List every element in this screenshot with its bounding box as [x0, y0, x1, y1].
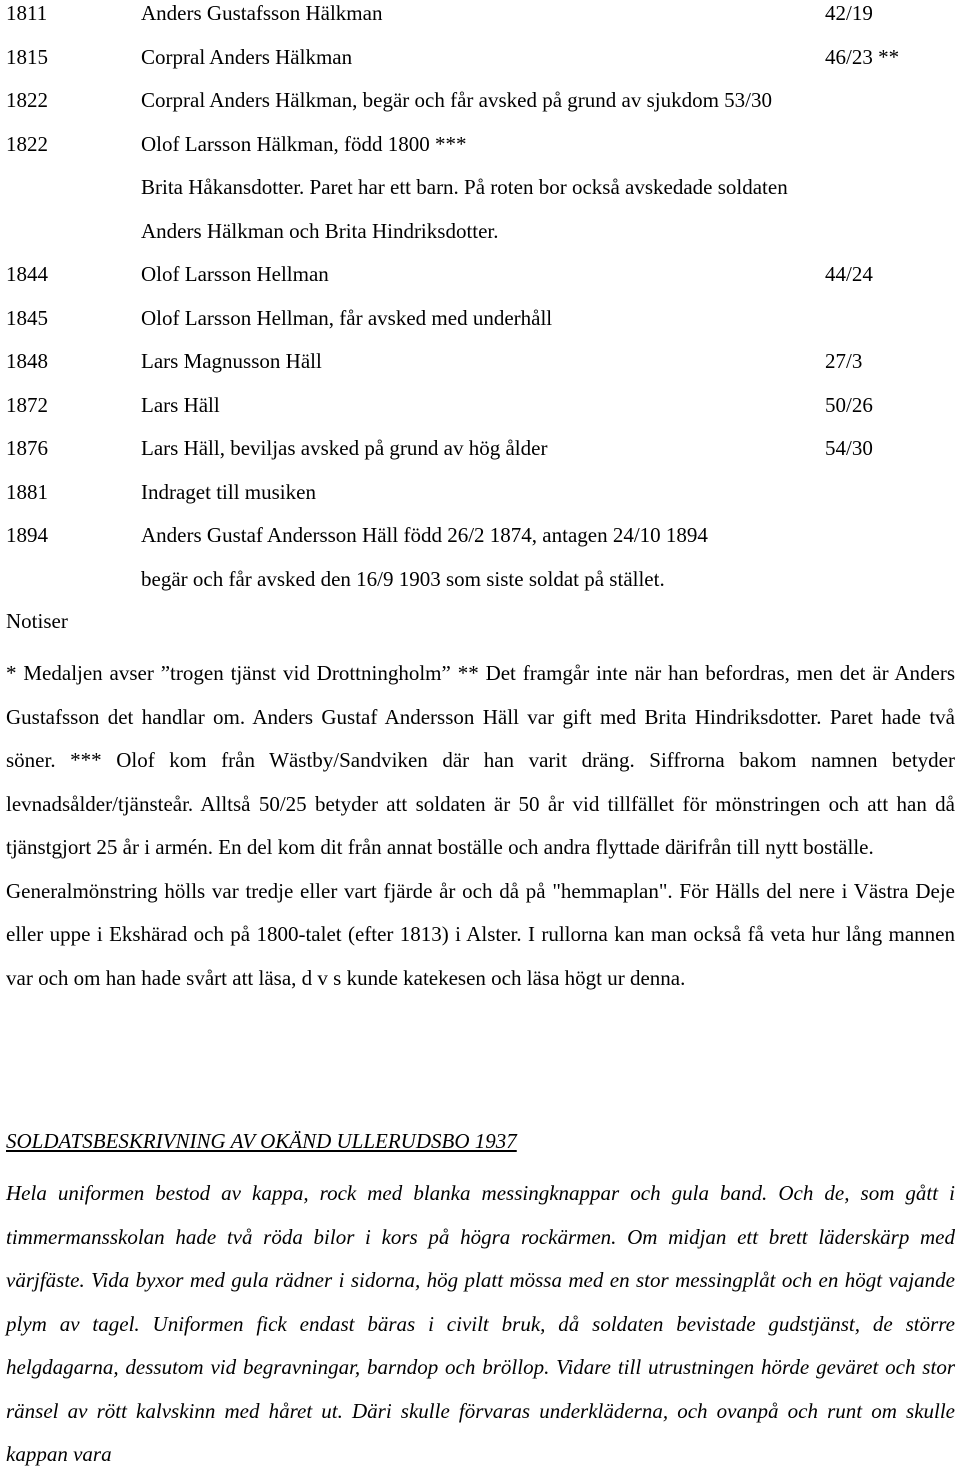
entry-year: 1876: [6, 436, 48, 460]
register-entry: [6, 305, 956, 349]
entry-description: Olof Larsson Hellman: [141, 262, 329, 286]
section-title: SOLDATSBESKRIVNING AV OKÄND ULLERUDSBO 1937: [6, 1129, 517, 1153]
entry-description: Olof Larsson Hellman, får avsked med underhåll: [141, 305, 553, 330]
entry-year: 1845: [6, 305, 48, 330]
entry-age-service: 46/23 **: [825, 44, 900, 69]
register-entry-continuation: [6, 218, 956, 262]
entry-description: Anders Gustaf Andersson Häll född 26/2 1874, antagen 24/10 1894: [141, 523, 708, 547]
entry-year: 1811: [6, 1, 48, 25]
entry-description: Indraget till musiken: [141, 479, 316, 504]
register-entry: [6, 261, 956, 305]
notes-paragraph: Generalmönstring hölls var tredje eller vart fjärde år och då på "hemmaplan". För Hälls del nere i Västra Deje eller uppe i Ekshärad och på 1800-talet (efter 1813) i Alster. I rullorna kan man också få veta hur lång mannen var och om han hade svårt att läsa, d v s kunde katekesen och läsa högt ur denna.: [6, 878, 955, 990]
entry-description: Anders Gustafsson Hälkman: [141, 1, 383, 25]
entry-description: begär och får avsked den 16/9 1903 som siste soldat på stället.: [141, 566, 665, 591]
section-paragraph: Hela uniformen bestod av kappa, rock med blanka messingknappar och gula band. Och de, som gått i timmermansskolan hade två röda bilor i kors på högra rockärmen. Om midjan ett brett läderskärp med värjfäste. Vida byxor med gula rädner i sidorna, hög platt mössa med en stor messingplåt och en högt vajande plym av tagel. Uniformen fick endast bäras i civilt bruk, då soldaten bevistade gudstjänst, de större helgdagarna, dessutom vid begravningar, barndop och bröllop. Vidare till utrustningen hörde geväret och stor ränsel av rött kalvskinn med håret ut. Däri skulle förvaras underkläderna, och ovanpå och runt om skulle kappan vara: [6, 1181, 955, 1466]
section-body: [6, 1172, 955, 1477]
entry-age-service: 42/19: [825, 1, 873, 25]
entry-description: Lars Häll: [141, 392, 220, 417]
register-entry: [6, 131, 956, 175]
entry-year: 1848: [6, 349, 48, 373]
entry-year: 1815: [6, 44, 48, 69]
entry-age-service: 44/24: [825, 262, 873, 286]
entry-description: Olof Larsson Hälkman, född 1800 ***: [141, 131, 467, 156]
entry-age-service: 27/3: [825, 349, 863, 373]
register-entry-continuation: [6, 566, 956, 610]
entry-description: Lars Häll, beviljas avsked på grund av hög ålder: [141, 436, 548, 460]
entry-year: 1881: [6, 479, 48, 504]
soldier-register-list: [6, 0, 956, 609]
entry-description: Corpral Anders Hälkman, begär och får avsked på grund av sjukdom 53/30: [141, 88, 773, 112]
entry-description: Corpral Anders Hälkman: [141, 44, 353, 69]
register-entry: [6, 479, 956, 523]
register-entry: [6, 0, 956, 44]
register-entry-continuation: [6, 174, 956, 218]
register-entry: [6, 44, 956, 88]
notes-heading: Notiser: [6, 609, 68, 633]
notes-body: [6, 652, 955, 1000]
entry-year: 1872: [6, 392, 48, 417]
entry-year: 1894: [6, 523, 48, 547]
entry-description: Brita Håkansdotter. Paret har ett barn. På roten bor också avskedade soldaten: [141, 175, 788, 199]
notes-paragraph: * Medaljen avser ”trogen tjänst vid Drottningholm” ** Det framgår inte när han befordras, men det är Anders Gustafsson det handlar om. Anders Gustaf Andersson Häll var gift med Brita Hindriksdotter. Paret hade två söner. *** Olof kom från Wästby/Sandviken där han varit dräng. Siffrorna bakom namnen betyder levnadsålder/tjänsteår. Alltså 50/25 betyder att soldaten är 50 år vid tillfället för mönstringen och att han då tjänstgjort 25 år i armén. En del kom dit från annat boställe och andra flyttade därifrån till nytt boställe.: [6, 661, 955, 859]
entry-age-service: 50/26: [825, 392, 873, 417]
register-entry: [6, 348, 956, 392]
entry-year: 1822: [6, 88, 48, 112]
register-entry: [6, 392, 956, 436]
entry-year: 1844: [6, 262, 48, 286]
register-entry: [6, 87, 956, 131]
register-entry: [6, 435, 956, 479]
entry-year: 1822: [6, 131, 48, 156]
entry-description: Lars Magnusson Häll: [141, 349, 322, 373]
entry-description: Anders Hälkman och Brita Hindriksdotter.: [141, 218, 499, 243]
entry-age-service: 54/30: [825, 436, 873, 460]
register-entry: [6, 522, 956, 566]
